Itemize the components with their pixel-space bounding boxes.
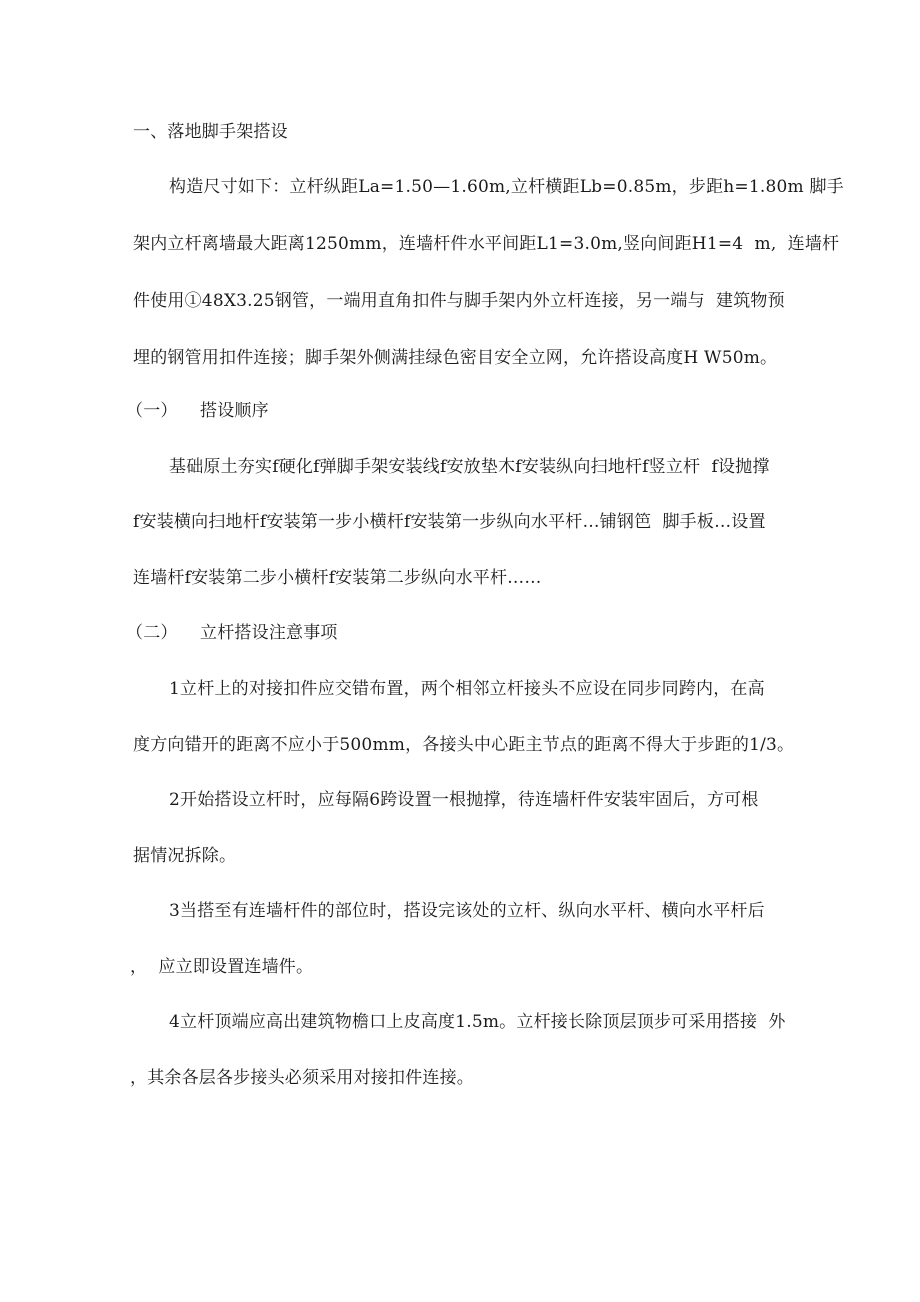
note-4-line-2: ，其余各层各步接头必须采用对接扣件连接。 [130, 1068, 474, 1088]
intro-line-3: 件使用①48X3.25钢管，一端用直角扣件与脚手架内外立杆连接，另一端与 建筑物预 [133, 291, 785, 311]
section-heading: 一、落地脚手架搭设 [133, 122, 288, 142]
note-2-line-1: 2开始搭设立杆时，应每隔6跨设置一根抛撑，待连墙杆件安装牢固后，方可根 [169, 790, 759, 810]
note-3-line-1: 3当搭至有连墙杆件的部位时，搭设完该处的立杆、纵向水平杆、横向水平杆后 [169, 901, 765, 921]
sequence-line-1: 基础原土夯实f硬化f弹脚手架安装线f安放垫木f安装纵向扫地杆f竖立杆 f设抛撑 [169, 457, 770, 477]
subsection-title-2: （二） 立杆搭设注意事项 [126, 623, 338, 643]
note-3-line-2: ， 应立即设置连墙件。 [130, 957, 314, 977]
note-2-line-2: 据情况拆除。 [133, 846, 237, 866]
note-1-line-1: 1立杆上的对接扣件应交错布置，两个相邻立杆接头不应设在同步同跨内，在高 [169, 679, 765, 699]
intro-line-2: 架内立杆离墙最大距离1250mm，连墙杆件水平间距L1=3.0m,竖向间距H1=4 m, 连墙杆 [133, 234, 840, 254]
intro-line-4: 埋的钢管用扣件连接；脚手架外侧满挂绿色密目安全立网，允许搭设高度H W50m。 [133, 348, 778, 368]
intro-line-1: 构造尺寸如下：立杆纵距La=1.50—1.60m,立杆横距Lb=0.85m，步距h=1.80m 脚手 [169, 177, 844, 197]
sequence-line-3: 连墙杆f安装第二步小横杆f安装第二步纵向水平杆…… [133, 568, 542, 588]
note-4-line-1: 4立杆顶端应高出建筑物檐口上皮高度1.5m。立杆接长除顶层顶步可采用搭接 外 [169, 1012, 786, 1032]
sequence-line-2: f安装横向扫地杆f安装第一步小横杆f安装第一步纵向水平杆…铺钢笆 脚手板…设置 [133, 512, 766, 532]
subsection-title-1: （一） 搭设顺序 [126, 401, 269, 421]
note-1-line-2: 度方向错开的距离不应小于500mm，各接头中心距主节点的距离不得大于步距的1/3。 [133, 735, 795, 755]
